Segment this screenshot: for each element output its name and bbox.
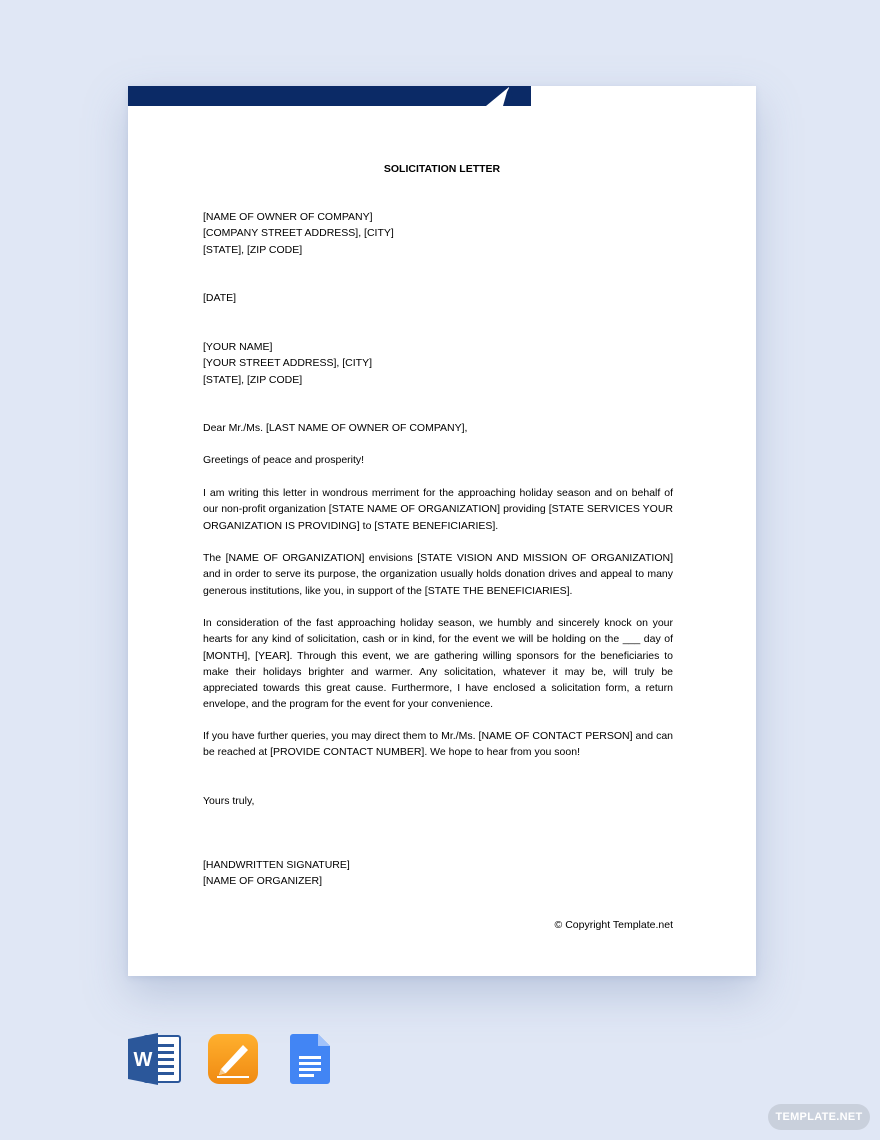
sender-line: [YOUR NAME] [203, 341, 273, 353]
sender-line: [YOUR STREET ADDRESS], [CITY] [203, 357, 373, 370]
recipient-line: [STATE], [ZIP CODE] [203, 243, 303, 256]
header-bar [128, 86, 531, 106]
signature-line: [HANDWRITTEN SIGNATURE] [203, 859, 350, 871]
date-block [203, 290, 673, 306]
letter-page [128, 86, 756, 976]
pages-icon[interactable] [207, 1033, 259, 1090]
signature-block [203, 857, 673, 890]
recipient-address [203, 209, 673, 258]
salutation [203, 420, 673, 436]
word-icon[interactable] [128, 1033, 182, 1090]
body-paragraph: The [NAME OF ORGANIZATION] envisions [STATE VISION AND MISSION OF ORGANIZATION] and in order to serve its purpose, the organization usually holds donation drives and appeal to many generous institutions, like you, in support of the [STATE THE BENEFICIARIES]. [203, 552, 673, 597]
letter-date: [DATE] [203, 292, 237, 304]
google-docs-icon[interactable] [289, 1033, 331, 1090]
greeting [203, 452, 673, 468]
copyright-notice: © Copyright Template.net [554, 919, 673, 931]
body-paragraph: In consideration of the fast approaching holiday season, we humbly and sincerely knock on your hearts for any kind of solicitation, cash or in kind, for the event we will be holding on the ___ day of [MONTH], [YEAR]. Through this event, we are gathering willing sponsors for the beneficiaries to make their holidays brighter and warmer. Any solicitation, whatever it may be, will truly be appreciated towards this great cause. Furthermore, I have enclosed a solicitation form, a return envelope, and the program for the event for your convenience. [203, 617, 673, 711]
watermark-badge: TEMPLATE.NET [768, 1104, 870, 1130]
recipient-line: [COMPANY STREET ADDRESS], [CITY] [203, 227, 394, 240]
salutation-text: Dear Mr./Ms. [LAST NAME OF OWNER OF COMPANY], [203, 422, 468, 434]
recipient-line: [NAME OF OWNER OF COMPANY] [203, 211, 373, 223]
body-paragraph: If you have further queries, you may direct them to Mr./Ms. [NAME OF CONTACT PERSON] and can be reached at [PROVIDE CONTACT NUMBER]. We hope to hear from you soon! [203, 730, 673, 759]
body-paragraph: I am writing this letter in wondrous merriment for the approaching holiday season and on behalf of our non-profit organization [STATE NAME OF ORGANIZATION] providing [STATE SERVICES YOUR ORGANIZATION IS PROVIDING] to [STATE BENEFICIARIES]. [203, 487, 673, 532]
word-letter: W [133, 1049, 153, 1071]
closing-text: Yours truly, [203, 795, 255, 807]
greeting-text: Greetings of peace and prosperity! [203, 454, 365, 466]
organizer-line: [NAME OF ORGANIZER] [203, 875, 323, 888]
sender-address [203, 339, 673, 388]
closing [203, 793, 673, 809]
letter-title: SOLICITATION LETTER [383, 163, 501, 175]
sender-line: [STATE], [ZIP CODE] [203, 373, 303, 386]
